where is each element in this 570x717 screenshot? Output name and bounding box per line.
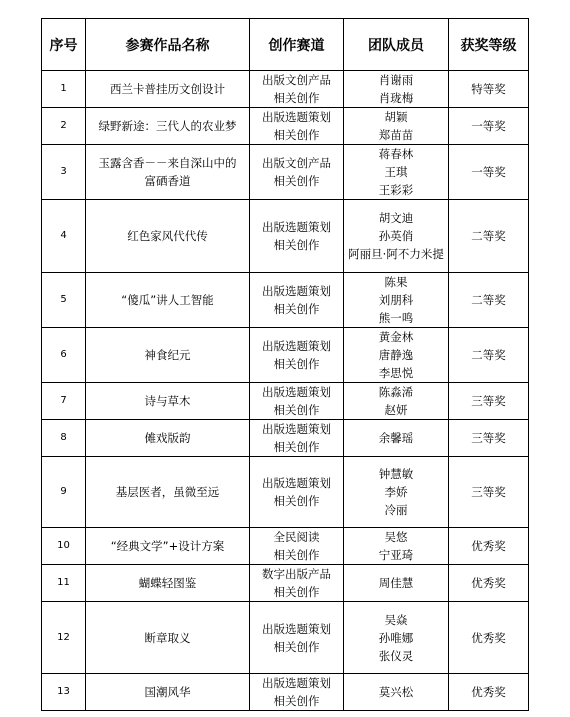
cell-track bbox=[250, 328, 344, 383]
table-row bbox=[42, 602, 529, 674]
table-row bbox=[42, 108, 529, 145]
cell-no: 10 bbox=[42, 528, 86, 565]
cell-title bbox=[86, 674, 250, 711]
track-line: 出版选题策划 bbox=[262, 220, 331, 234]
cell-members bbox=[344, 71, 449, 108]
cell-members bbox=[344, 602, 449, 674]
member-name: 吴焱 bbox=[384, 612, 408, 627]
track-line: 出版选题策划 bbox=[262, 339, 331, 353]
cell-track bbox=[250, 71, 344, 108]
title-line: 傩戏版韵 bbox=[144, 431, 191, 445]
member-name: 李思悦 bbox=[378, 366, 414, 380]
cell-award: 一等奖 bbox=[449, 108, 529, 145]
track-line: 相关创作 bbox=[273, 585, 320, 599]
track-line: 相关创作 bbox=[273, 548, 320, 562]
cell-no: 7 bbox=[42, 383, 86, 420]
track-line: 出版选题策划 bbox=[262, 422, 331, 436]
member-name: 王琪 bbox=[384, 165, 408, 179]
table-row bbox=[42, 528, 529, 565]
table-row bbox=[42, 145, 529, 200]
table-row bbox=[42, 420, 529, 457]
member-name: 周佳慧 bbox=[378, 576, 414, 590]
cell-members bbox=[344, 108, 449, 145]
member-name: 阿丽旦·阿不力米提 bbox=[348, 247, 444, 261]
cell-no: 9 bbox=[42, 457, 86, 528]
cell-award: 二等奖 bbox=[449, 200, 529, 273]
cell-track bbox=[250, 565, 344, 602]
title-line: 断章取义 bbox=[144, 630, 191, 645]
table-row bbox=[42, 674, 529, 711]
member-name: 孙英俏 bbox=[378, 229, 414, 243]
member-name: 张仪灵 bbox=[378, 648, 414, 663]
header-row bbox=[42, 19, 529, 71]
cell-award: 二等奖 bbox=[449, 328, 529, 383]
member-name: 胡颖 bbox=[384, 110, 408, 124]
cell-title bbox=[86, 71, 250, 108]
member-name: 肖珑梅 bbox=[378, 91, 414, 105]
track-line: 相关创作 bbox=[273, 128, 320, 142]
header-track: 创作赛道 bbox=[250, 19, 344, 71]
cell-no: 1 bbox=[42, 71, 86, 108]
track-line: 数字出版产品 bbox=[262, 567, 331, 581]
title-line: 蝴蝶轻图鉴 bbox=[138, 576, 197, 590]
table-row bbox=[42, 565, 529, 602]
table-body bbox=[42, 71, 529, 711]
member-name: 陈淼浠 bbox=[378, 385, 414, 399]
member-name: 孙唯娜 bbox=[378, 630, 414, 645]
cell-no: 13 bbox=[42, 674, 86, 711]
title-line: 绿野新途：三代人的农业梦 bbox=[98, 119, 237, 133]
member-name: 蒋春林 bbox=[378, 147, 414, 161]
table-row bbox=[42, 457, 529, 528]
cell-no: 12 bbox=[42, 602, 86, 674]
track-line: 出版选题策划 bbox=[262, 385, 331, 399]
track-line: 出版选题策划 bbox=[262, 284, 331, 298]
cell-award: 二等奖 bbox=[449, 273, 529, 328]
member-name: 王彩彩 bbox=[378, 183, 414, 197]
cell-award: 优秀奖 bbox=[449, 528, 529, 565]
title-line: 国潮风华 bbox=[144, 685, 191, 699]
member-name: 吴悠 bbox=[384, 530, 408, 544]
track-line: 出版文创产品 bbox=[262, 73, 331, 87]
track-line: 相关创作 bbox=[273, 639, 320, 654]
member-name: 钟慧敏 bbox=[378, 467, 414, 481]
cell-award: 三等奖 bbox=[449, 457, 529, 528]
member-name: 肖谢雨 bbox=[378, 73, 414, 87]
cell-track bbox=[250, 200, 344, 273]
title-line: “傻瓜”讲人工智能 bbox=[121, 293, 214, 307]
member-name: 赵妍 bbox=[384, 403, 408, 417]
cell-members bbox=[344, 273, 449, 328]
cell-members bbox=[344, 457, 449, 528]
cell-members bbox=[344, 200, 449, 273]
track-line: 相关创作 bbox=[273, 357, 320, 371]
track-line: 出版选题策划 bbox=[262, 676, 331, 690]
table-row bbox=[42, 200, 529, 273]
cell-no: 5 bbox=[42, 273, 86, 328]
member-name: 黄金林 bbox=[378, 330, 414, 344]
cell-track bbox=[250, 602, 344, 674]
track-line: 出版选题策划 bbox=[262, 621, 331, 636]
table-row bbox=[42, 383, 529, 420]
header-no: 序号 bbox=[42, 19, 86, 71]
title-line: “经典文学”+设计方案 bbox=[110, 539, 225, 553]
cell-track bbox=[250, 420, 344, 457]
cell-track bbox=[250, 145, 344, 200]
cell-track bbox=[250, 108, 344, 145]
track-line: 相关创作 bbox=[273, 440, 320, 454]
cell-members bbox=[344, 420, 449, 457]
track-line: 相关创作 bbox=[273, 238, 320, 252]
member-name: 冷丽 bbox=[384, 503, 408, 517]
member-name: 李娇 bbox=[384, 485, 408, 499]
member-name: 刘朋科 bbox=[378, 293, 414, 307]
cell-title bbox=[86, 108, 250, 145]
title-line: 诗与草木 bbox=[144, 394, 191, 408]
track-line: 相关创作 bbox=[273, 694, 320, 708]
member-name: 宁亚琦 bbox=[378, 548, 414, 562]
member-name: 郑苗苗 bbox=[378, 128, 414, 142]
cell-award: 优秀奖 bbox=[449, 565, 529, 602]
cell-track bbox=[250, 273, 344, 328]
member-name: 熊一鸣 bbox=[378, 311, 414, 325]
cell-title bbox=[86, 145, 250, 200]
cell-no: 4 bbox=[42, 200, 86, 273]
header-title: 参赛作品名称 bbox=[86, 19, 250, 71]
cell-members bbox=[344, 383, 449, 420]
cell-title bbox=[86, 328, 250, 383]
track-line: 出版文创产品 bbox=[262, 156, 331, 170]
cell-award: 特等奖 bbox=[449, 71, 529, 108]
title-line: 西兰卡普挂历文创设计 bbox=[110, 82, 225, 96]
title-line: 基层医者，虽微至远 bbox=[115, 485, 220, 499]
cell-members bbox=[344, 565, 449, 602]
cell-no: 8 bbox=[42, 420, 86, 457]
awards-table bbox=[41, 18, 529, 711]
title-line: 富硒香道 bbox=[144, 174, 191, 188]
track-line: 相关创作 bbox=[273, 302, 320, 316]
track-line: 相关创作 bbox=[273, 91, 320, 105]
cell-award: 三等奖 bbox=[449, 383, 529, 420]
member-name: 陈果 bbox=[384, 275, 408, 289]
track-line: 相关创作 bbox=[273, 494, 320, 508]
track-line: 出版选题策划 bbox=[262, 476, 331, 490]
member-name: 唐静逸 bbox=[378, 348, 414, 362]
cell-no: 2 bbox=[42, 108, 86, 145]
header-members: 团队成员 bbox=[344, 19, 449, 71]
cell-members bbox=[344, 674, 449, 711]
track-line: 相关创作 bbox=[273, 174, 320, 188]
cell-members bbox=[344, 145, 449, 200]
cell-track bbox=[250, 383, 344, 420]
cell-title bbox=[86, 200, 250, 273]
cell-no: 11 bbox=[42, 565, 86, 602]
cell-title bbox=[86, 602, 250, 674]
cell-award: 三等奖 bbox=[449, 420, 529, 457]
cell-title bbox=[86, 565, 250, 602]
table-row bbox=[42, 71, 529, 108]
table-row bbox=[42, 273, 529, 328]
cell-track bbox=[250, 674, 344, 711]
cell-members bbox=[344, 328, 449, 383]
table-row bbox=[42, 328, 529, 383]
cell-no: 6 bbox=[42, 328, 86, 383]
cell-title bbox=[86, 273, 250, 328]
cell-no: 3 bbox=[42, 145, 86, 200]
cell-title bbox=[86, 420, 250, 457]
cell-members bbox=[344, 528, 449, 565]
cell-title bbox=[86, 457, 250, 528]
member-name: 余馨瑶 bbox=[378, 431, 414, 445]
cell-track bbox=[250, 528, 344, 565]
title-line: 玉露含香－－来自深山中的 bbox=[98, 156, 237, 170]
cell-award: 优秀奖 bbox=[449, 674, 529, 711]
cell-award: 优秀奖 bbox=[449, 602, 529, 674]
header-award: 获奖等级 bbox=[449, 19, 529, 71]
cell-title bbox=[86, 383, 250, 420]
track-line: 相关创作 bbox=[273, 403, 320, 417]
member-name: 莫兴松 bbox=[378, 685, 414, 699]
cell-title bbox=[86, 528, 250, 565]
cell-award: 一等奖 bbox=[449, 145, 529, 200]
title-line: 红色家风代代传 bbox=[127, 229, 208, 243]
track-line: 出版选题策划 bbox=[262, 110, 331, 124]
track-line: 全民阅读 bbox=[273, 530, 320, 544]
cell-track bbox=[250, 457, 344, 528]
title-line: 神食纪元 bbox=[144, 348, 191, 362]
member-name: 胡文迪 bbox=[378, 211, 414, 225]
